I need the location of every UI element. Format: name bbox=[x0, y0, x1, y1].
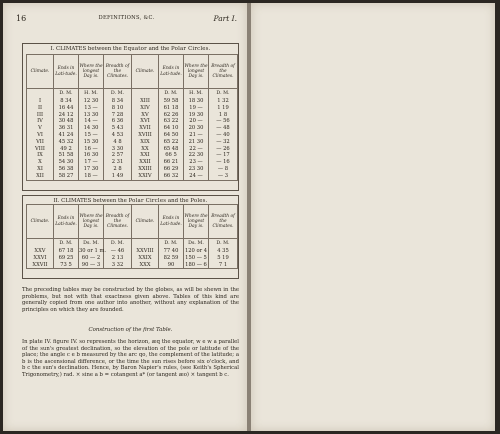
table-cell: 15 — bbox=[79, 132, 104, 139]
table-row bbox=[27, 159, 238, 166]
climates-table-2 bbox=[22, 195, 239, 279]
table-cell: XXX bbox=[132, 262, 159, 269]
table-cell: V bbox=[27, 125, 54, 132]
unit-label: Ds. M. bbox=[184, 239, 209, 249]
table-cell: 22 — bbox=[184, 146, 209, 153]
table-cell: XXII bbox=[132, 159, 159, 166]
unit-label: D. M. bbox=[209, 239, 238, 249]
table-cell: 90 — 3 bbox=[79, 262, 104, 269]
unit-label: D. M. bbox=[159, 89, 184, 99]
table-cell: 1 19 bbox=[209, 105, 238, 112]
unit-label: Ds. M. bbox=[79, 239, 104, 249]
unit-label: H. M. bbox=[184, 89, 209, 99]
column-header: Breadth of the Climates. bbox=[209, 205, 238, 239]
table-cell: 8 34 bbox=[54, 98, 79, 105]
table-row bbox=[27, 248, 238, 255]
table-cell: IV bbox=[27, 118, 54, 125]
table-row bbox=[27, 255, 238, 262]
unit-label: D. M. bbox=[159, 239, 184, 249]
table-cell: XXVII bbox=[27, 262, 54, 269]
table-cell: — 40 bbox=[209, 132, 238, 139]
table-cell: 64 50 bbox=[159, 132, 184, 139]
unit-label: D. M. bbox=[54, 89, 79, 99]
column-header: Climate. bbox=[132, 55, 159, 89]
unit-label: D. M. bbox=[104, 89, 132, 99]
table-cell: 1 49 bbox=[104, 173, 132, 180]
unit-label bbox=[27, 239, 54, 249]
table-cell: 62 26 bbox=[159, 112, 184, 119]
table-cell: 16 — bbox=[79, 146, 104, 153]
table-row bbox=[27, 152, 238, 159]
table-cell: 7 1 bbox=[209, 262, 238, 269]
table-cell: XVII bbox=[132, 125, 159, 132]
table-cell: 2 57 bbox=[104, 152, 132, 159]
table-cell: 3 32 bbox=[104, 262, 132, 269]
column-header: Climate. bbox=[27, 205, 54, 239]
table-cell: 20 30 bbox=[184, 125, 209, 132]
table-cell: 30 or 1 m. bbox=[79, 248, 107, 254]
page-header bbox=[16, 14, 237, 23]
table-cell: 21 — bbox=[184, 132, 209, 139]
table-cell: VIII bbox=[27, 146, 54, 153]
table-cell: 66 29 bbox=[159, 166, 184, 173]
table-row bbox=[27, 112, 238, 119]
table-cell: 90 bbox=[159, 262, 184, 269]
table-cell: XXIII bbox=[132, 166, 159, 173]
table-cell: 2 8 bbox=[104, 166, 132, 173]
table-cell: 22 30 bbox=[184, 152, 209, 159]
table-row bbox=[27, 173, 238, 180]
unit-label bbox=[132, 89, 159, 99]
table-cell: 2 31 bbox=[104, 159, 132, 166]
table-cell: 73 5 bbox=[54, 262, 79, 269]
table-row bbox=[27, 98, 238, 105]
column-header: Ends in Lati-tude. bbox=[159, 55, 184, 89]
table-2-title: II. CLIMATES between the Polar Circles and the Poles. bbox=[53, 198, 208, 204]
table-cell: XXVI bbox=[27, 255, 54, 262]
table-cell: 45 32 bbox=[54, 139, 79, 146]
table-cell: — 3 bbox=[209, 173, 238, 180]
table-1-title: I. CLIMATES between the Equator and the Polar Circles. bbox=[50, 46, 211, 52]
table-cell: — 26 bbox=[209, 146, 238, 153]
unit-label: D. M. bbox=[209, 89, 238, 99]
table-cell: 77 40 bbox=[159, 248, 184, 255]
page-number: 16 bbox=[16, 14, 27, 23]
table-cell: X bbox=[27, 159, 54, 166]
table-cell: XI bbox=[27, 166, 54, 173]
table-cell: 23 — bbox=[184, 159, 209, 166]
table-cell: — 56 bbox=[209, 118, 238, 125]
table-cell: 17 30 bbox=[79, 166, 104, 173]
table-cell: 12 30 bbox=[79, 98, 104, 105]
table-cell: XIV bbox=[132, 105, 159, 112]
unit-label: D. M. bbox=[104, 239, 132, 249]
table-cell: 6 36 bbox=[104, 118, 132, 125]
column-header: Where the longest Day is. bbox=[184, 55, 209, 89]
table-cell: 14 — bbox=[79, 118, 104, 125]
table-cell: 24 — bbox=[184, 173, 209, 180]
table-cell: XXI bbox=[132, 152, 159, 159]
table-cell: XIII bbox=[132, 98, 159, 105]
column-header: Breadth of the Climates. bbox=[104, 205, 132, 239]
part-label: Part I. bbox=[213, 14, 237, 23]
table-cell: 60 — 2 bbox=[79, 255, 104, 262]
table-cell: 66 32 bbox=[159, 173, 184, 180]
table-cell: VII bbox=[27, 139, 54, 146]
table-cell: 18 30 bbox=[184, 98, 209, 105]
table-cell: 58 27 bbox=[54, 173, 79, 180]
column-header: Where the longest Day is. bbox=[79, 205, 104, 239]
table-cell: 7 28 bbox=[104, 112, 132, 119]
table-cell: — 32 bbox=[209, 139, 238, 146]
column-header: Ends in Lati-tude. bbox=[54, 55, 79, 89]
table-cell: XVI bbox=[132, 118, 159, 125]
table-row bbox=[27, 146, 238, 153]
table-cell: — 46 bbox=[104, 248, 132, 255]
column-header: Breadth of the Climates. bbox=[104, 55, 132, 89]
table-cell: — 48 bbox=[209, 125, 238, 132]
table-cell: 19 30 bbox=[184, 112, 209, 119]
table-cell: 1 32 bbox=[209, 98, 238, 105]
unit-label bbox=[27, 89, 54, 99]
table-cell: I bbox=[27, 98, 54, 105]
unit-label: D. M. bbox=[54, 239, 79, 249]
table-cell: 23 30 bbox=[184, 166, 209, 173]
table-cell: III bbox=[27, 112, 54, 119]
table-cell: — 17 bbox=[209, 152, 238, 159]
table-cell: 69 25 bbox=[54, 255, 79, 262]
column-header: Ends in Lati-tude. bbox=[54, 205, 79, 239]
table-cell: XXVIII bbox=[132, 248, 159, 255]
table-cell: 20 — bbox=[184, 118, 209, 125]
table-cell: XX bbox=[132, 146, 159, 153]
table-cell: 14 30 bbox=[79, 125, 104, 132]
column-header: Ends in Lati-tude. bbox=[159, 205, 184, 239]
table-cell: XII bbox=[27, 173, 54, 180]
right-page-blank bbox=[251, 3, 495, 431]
table-cell: XV bbox=[132, 112, 159, 119]
table-cell: 65 22 bbox=[159, 139, 184, 146]
table-cell: 49 2 bbox=[54, 146, 79, 153]
table-cell: 36 31 bbox=[54, 125, 79, 132]
column-header: Climate. bbox=[27, 55, 54, 89]
table-cell: 18 — bbox=[79, 173, 104, 180]
table-cell: XXIV bbox=[132, 173, 159, 180]
table-1-grid bbox=[26, 54, 238, 181]
table-cell: 67 18 bbox=[54, 248, 79, 255]
left-page bbox=[3, 3, 247, 431]
column-header: Climate. bbox=[132, 205, 159, 239]
table-cell: II bbox=[27, 105, 54, 112]
table-row bbox=[27, 132, 238, 139]
table-cell: 1 8 bbox=[209, 112, 238, 119]
table-cell: 8 34 bbox=[104, 98, 132, 105]
table-cell: 13 — bbox=[79, 105, 104, 112]
table-cell: 17 — bbox=[79, 159, 104, 166]
table-cell: 19 — bbox=[184, 105, 209, 112]
table-cell: 120 or 4 bbox=[184, 248, 208, 254]
climates-table-1 bbox=[22, 43, 239, 191]
table-cell: 150 — 5 bbox=[185, 254, 207, 261]
table-cell: 82 59 bbox=[159, 255, 184, 262]
table-cell: 41 24 bbox=[54, 132, 79, 139]
table-cell: 4 8 bbox=[104, 139, 132, 146]
table-cell: IX bbox=[27, 152, 54, 159]
table-cell: XXV bbox=[27, 248, 54, 255]
table-row bbox=[27, 125, 238, 132]
table-row bbox=[27, 139, 238, 146]
table-cell: 15 30 bbox=[79, 139, 104, 146]
paragraph-construction: In plate IV. figure IV. so represents the horizon, æq the equator, w e w a parallel of the sun's greatest declination, so the elevation of the pole or latitude of the place; the angle c e b measured by the arc qo, the complement of the latitude; a b is the ascensional difference, or the time the sun rises before six o'clock, and b c the sun's declination. Hence, by Baron Napier's rules, (see Keith's Spherical Trigonometry,) rad. × sine a b = cotangent a* (or tangent æo) × tangent b c. bbox=[22, 339, 239, 378]
table-cell: 63 22 bbox=[159, 118, 184, 125]
table-cell: 65 48 bbox=[159, 146, 184, 153]
table-cell: 16 44 bbox=[54, 105, 79, 112]
table-cell: 3 30 bbox=[104, 146, 132, 153]
table-cell: 30 48 bbox=[54, 118, 79, 125]
table-cell: 4 53 bbox=[104, 132, 132, 139]
table-row bbox=[27, 262, 238, 269]
table-cell: 54 30 bbox=[54, 159, 79, 166]
unit-label bbox=[132, 239, 159, 249]
table-cell: 24 12 bbox=[54, 112, 79, 119]
column-header: Breadth of the Climates. bbox=[209, 55, 238, 89]
table-cell: — 16 bbox=[209, 159, 238, 166]
table-cell: 66 21 bbox=[159, 159, 184, 166]
table-cell: 66 5 bbox=[159, 152, 184, 159]
table-cell: 61 18 bbox=[159, 105, 184, 112]
unit-label: H. M. bbox=[79, 89, 104, 99]
table-cell: 8 10 bbox=[104, 105, 132, 112]
table-2-grid bbox=[26, 204, 238, 269]
table-cell: 5 19 bbox=[209, 255, 238, 262]
table-cell: 4 35 bbox=[209, 248, 238, 255]
table-cell: XXIX bbox=[132, 255, 159, 262]
table-cell: XIX bbox=[132, 139, 159, 146]
table-row bbox=[27, 105, 238, 112]
table-cell: 13 30 bbox=[79, 112, 104, 119]
running-title: DEFINITIONS, &C. bbox=[98, 15, 155, 21]
table-cell: 5 43 bbox=[104, 125, 132, 132]
table-cell: 59 58 bbox=[159, 98, 184, 105]
section-subheading: Construction of the first Table. bbox=[88, 327, 173, 333]
table-cell: VI bbox=[27, 132, 54, 139]
table-cell: 2 13 bbox=[104, 255, 132, 262]
table-row bbox=[27, 166, 238, 173]
table-cell: 64 10 bbox=[159, 125, 184, 132]
table-cell: 21 30 bbox=[184, 139, 209, 146]
table-cell: XVIII bbox=[132, 132, 159, 139]
table-cell: 16 30 bbox=[79, 152, 104, 159]
column-header: Where the longest Day is. bbox=[79, 55, 104, 89]
table-cell: 56 38 bbox=[54, 166, 79, 173]
table-cell: 51 58 bbox=[54, 152, 79, 159]
table-cell: 180 — 6 bbox=[185, 261, 207, 268]
table-cell: — 8 bbox=[209, 166, 238, 173]
paragraph-tables-note: The preceding tables may be constructed by the globes, as will be shewn in the problems, but not with that exactness given above. Tables of this kind are generally copied from one author into another, without any explanation of the principles on which they are founded. bbox=[22, 287, 239, 313]
table-row bbox=[27, 118, 238, 125]
column-header: Where the longest Day is. bbox=[184, 205, 209, 239]
